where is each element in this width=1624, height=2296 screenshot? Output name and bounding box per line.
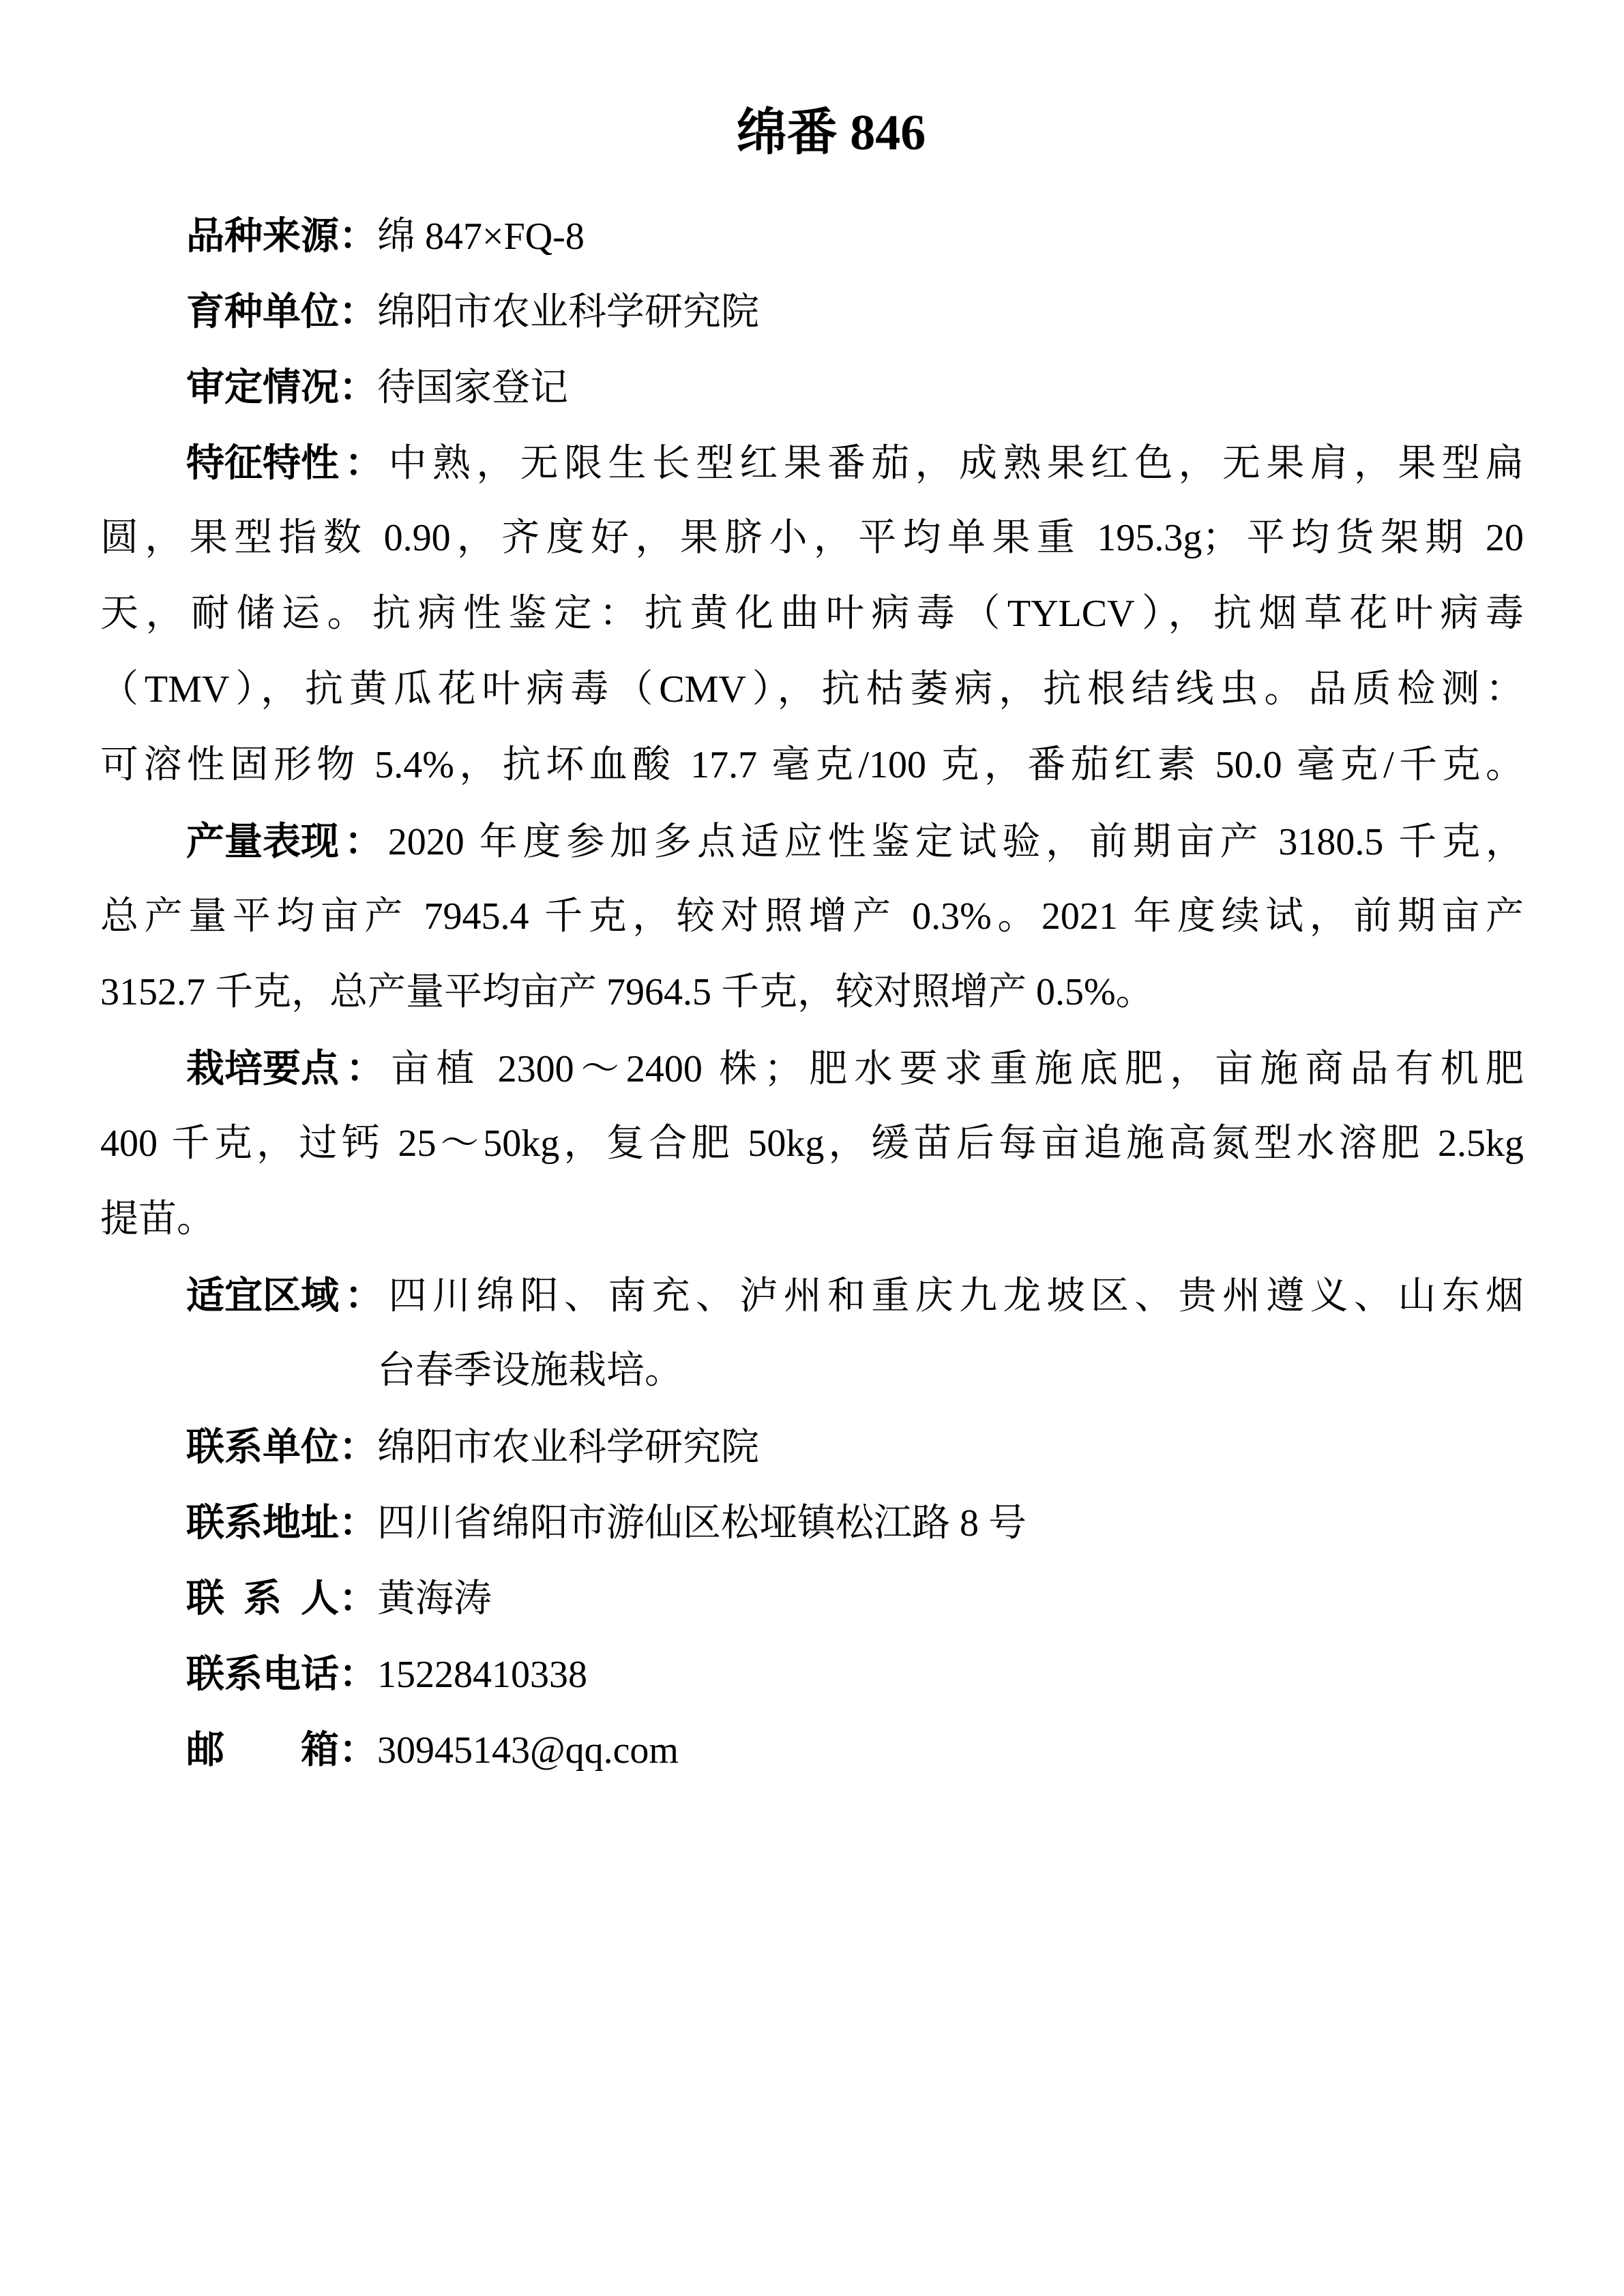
paragraph-yield-line [100, 803, 1524, 879]
field-value: 绵阳市农业科学研究院 [377, 1427, 759, 1469]
paragraph-text: 四川绵阳、南充、泸州和重庆九龙坡区、贵州遵义、山东烟 [388, 1275, 1524, 1317]
paragraph-yield-line: 3152.7 千克，总产量平均亩产 7964.5 千克，较对照增产 0.5%。 [100, 971, 1154, 1013]
paragraph-features-line: 圆，果型指数 0.90，齐度好，果脐小，平均单果重 195.3g；平均货架期 20 [100, 517, 1524, 559]
field-label: 适宜区域 [186, 1274, 339, 1317]
label-colon: ： [339, 1047, 392, 1090]
paragraph-features-line [100, 425, 1524, 501]
field-value: 黄海涛 [377, 1578, 492, 1620]
label-colon: ： [339, 214, 377, 257]
field-value: 待国家登记 [377, 367, 568, 409]
field-label: 邮箱 [186, 1728, 339, 1771]
field-label: 联系人 [186, 1577, 339, 1620]
field-label: 审定情况 [186, 366, 339, 408]
paragraph-text: 中熟，无限生长型红果番茄，成熟果红色，无果肩，果型扁 [388, 443, 1524, 485]
label-colon: ： [339, 1728, 377, 1771]
field-contact-phone [100, 1636, 1524, 1712]
document-body [100, 198, 1524, 1787]
paragraph-regions-line [100, 1257, 1524, 1333]
field-variety-source [100, 198, 1524, 273]
label-colon: ： [339, 1501, 377, 1544]
field-contact-person [100, 1560, 1524, 1636]
field-value: 15228410338 [377, 1654, 587, 1696]
field-label: 特征特性 [186, 441, 339, 484]
paragraph-text: 亩植 2300～2400 株；肥水要求重施底肥，亩施商品有机肥 [391, 1048, 1524, 1090]
field-value: 四川省绵阳市游仙区松垭镇松江路 8 号 [377, 1502, 1027, 1545]
field-contact-address [100, 1485, 1524, 1560]
paragraph-cultivation-line: 提苗。 [100, 1198, 215, 1240]
field-breeder-unit [100, 273, 1524, 349]
label-colon: ： [339, 820, 388, 863]
paragraph-cultivation-line [100, 1030, 1524, 1106]
field-label: 联系单位 [186, 1425, 339, 1468]
field-label: 栽培要点 [186, 1047, 339, 1090]
paragraph-features-line: 天，耐储运。抗病性鉴定：抗黄化曲叶病毒（TYLCV），抗烟草花叶病毒 [100, 593, 1524, 635]
paragraph-cultivation-line: 400 千克，过钙 25～50kg，复合肥 50kg，缓苗后每亩追施高氮型水溶肥 2.5kg [100, 1122, 1524, 1165]
field-label: 联系电话 [186, 1652, 339, 1695]
field-contact-email [100, 1712, 1524, 1787]
label-colon: ： [339, 1652, 377, 1695]
label-colon: ： [339, 290, 377, 333]
label-colon: ： [339, 1577, 377, 1620]
field-value: 绵 847×FQ-8 [377, 215, 585, 258]
label-colon: ： [339, 1425, 377, 1468]
field-value: 30945143@qq.com [377, 1729, 679, 1772]
field-label: 产量表现 [186, 820, 339, 863]
label-colon: ： [339, 441, 389, 484]
label-colon: ： [339, 366, 377, 408]
paragraph-features-line: 可溶性固形物 5.4%，抗坏血酸 17.7 毫克/100 克，番茄红素 50.0 毫克/千克。 [100, 744, 1524, 786]
field-approval-status [100, 349, 1524, 425]
field-value: 绵阳市农业科学研究院 [377, 291, 759, 333]
label-colon: ： [339, 1274, 389, 1317]
paragraph-yield-line: 总产量平均亩产 7945.4 千克，较对照增产 0.3%。2021 年度续试，前期亩产 [100, 895, 1524, 938]
field-label: 育种单位 [186, 290, 339, 333]
paragraph-text: 2020 年度参加多点适应性鉴定试验，前期亩产 3180.5 千克， [387, 821, 1524, 863]
page-title: 绵番 846 [736, 105, 926, 161]
paragraph-features-line: （TMV），抗黄瓜花叶病毒（CMV），抗枯萎病，抗根结线虫。品质检测： [100, 668, 1524, 711]
paragraph-regions-line: 台春季设施栽培。 [377, 1350, 683, 1392]
field-label: 品种来源 [186, 214, 339, 257]
field-contact-unit [100, 1409, 1524, 1485]
field-label: 联系地址 [186, 1501, 339, 1544]
